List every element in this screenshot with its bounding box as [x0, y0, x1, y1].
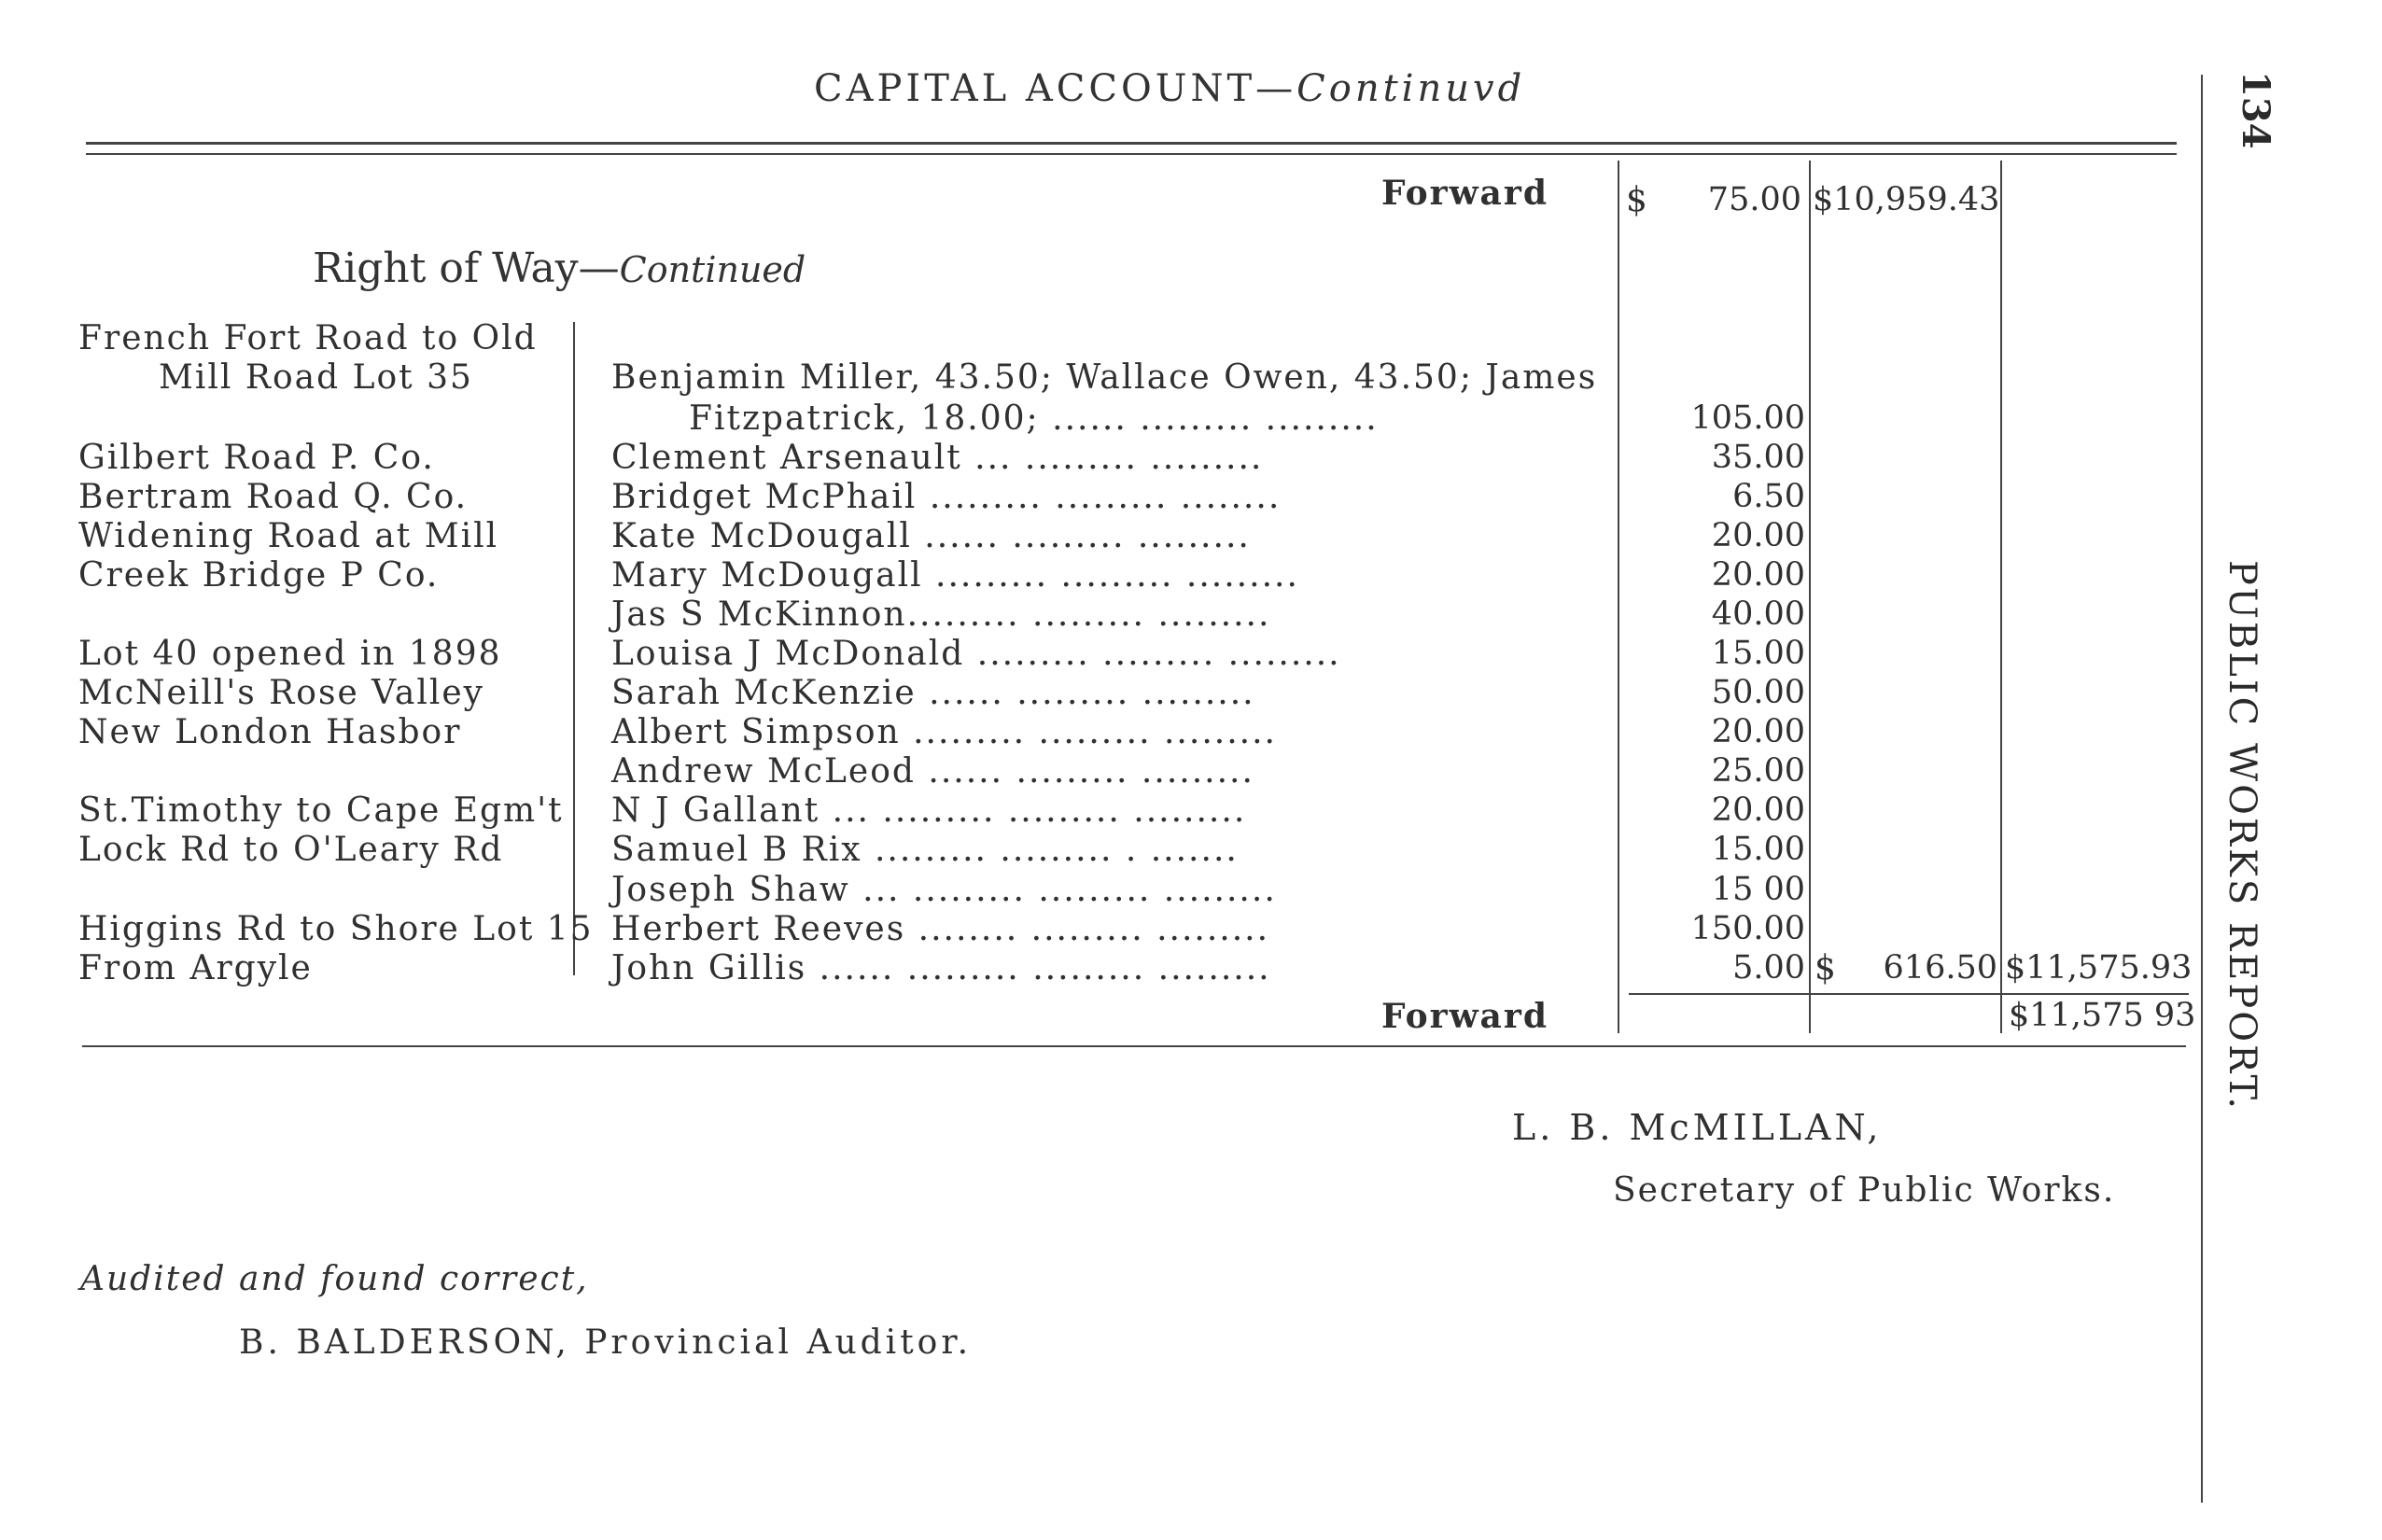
forward-total-bottom: $11,575 93 — [2009, 997, 2196, 1034]
forward-label-top: Forward — [1381, 174, 1549, 213]
auditor-name: B. BALDERSON, Provincial Auditor. — [239, 1323, 973, 1362]
row-payee: Benjamin Miller, 43.50; Wallace Owen, 43.50; James — [611, 358, 1598, 397]
secretary-title: Secretary of Public Works. — [1613, 1171, 2116, 1210]
row-location: Mill Road Lot 35 — [159, 358, 473, 397]
row-payee: Jas S McKinnon......... ......... ......... — [611, 595, 1271, 634]
forward-amount-col2: $10,959.43 — [1813, 181, 2000, 218]
row-location: Gilbert Road P. Co. — [78, 439, 435, 477]
amount-col-line-3 — [2000, 161, 2002, 1033]
row-amount: 20.00 — [1711, 791, 1805, 829]
row-payee: Samuel B Rix ......... ......... . ....... — [611, 831, 1239, 869]
row-amount: 40.00 — [1711, 595, 1805, 633]
row-payee: Bridget McPhail ......... ......... ........ — [611, 478, 1282, 516]
row-amount: 20.00 — [1711, 517, 1805, 554]
page-number: 134 — [2234, 71, 2277, 149]
row-payee: Kate McDougall ...... ......... ......... — [611, 517, 1251, 555]
right-margin-rule — [2201, 75, 2203, 1503]
row-amount: 25.00 — [1711, 752, 1805, 790]
header-rule-top — [86, 142, 2177, 145]
row-location: St.Timothy to Cape Egm't — [78, 791, 564, 830]
amount-col-line-1 — [1618, 161, 1619, 1033]
row-location: Higgins Rd to Shore Lot 15 — [78, 910, 594, 948]
header-rule-bottom — [86, 153, 2177, 155]
forward-dollar-top: $ — [1626, 181, 1649, 219]
row-amount: 5.00 — [1732, 949, 1805, 987]
location-col-line — [573, 322, 575, 975]
row-payee: Fitzpatrick, 18.00; ...... ......... ......... — [689, 399, 1379, 438]
subtotal-dollar: $ — [1815, 949, 1838, 987]
section-title-main: Right of Way— — [313, 245, 620, 292]
row-amount: 50.00 — [1711, 674, 1805, 711]
audit-statement: Audited and found correct, — [80, 1260, 589, 1298]
row-amount: 15.00 — [1711, 635, 1805, 672]
row-location: New London Hasbor — [78, 713, 462, 751]
subtotal-rule — [1629, 993, 2189, 995]
row-amount: 6.50 — [1732, 478, 1805, 515]
row-amount: 35.00 — [1711, 439, 1805, 476]
row-amount: 20.00 — [1711, 556, 1805, 594]
side-running-title: PUBLIC WORKS REPORT. — [2221, 560, 2263, 1112]
table-bottom-rule — [82, 1045, 2186, 1047]
title-main: CAPITAL ACCOUNT— — [814, 67, 1297, 110]
section-title — [313, 245, 806, 292]
row-amount: 20.00 — [1711, 713, 1805, 750]
row-payee: John Gillis ...... ......... ......... ......... — [611, 949, 1271, 987]
row-amount: 15 00 — [1711, 871, 1805, 908]
forward-label-bottom: Forward — [1381, 997, 1549, 1036]
row-amount: 150.00 — [1690, 910, 1805, 947]
row-location: From Argyle — [78, 949, 313, 987]
row-location: French Fort Road to Old — [78, 319, 538, 357]
row-location: Widening Road at Mill — [78, 517, 499, 555]
row-payee: Albert Simpson ......... ......... ......... — [611, 713, 1277, 751]
row-payee: Clement Arsenault ... ......... ......... — [611, 439, 1264, 477]
row-location: McNeill's Rose Valley — [78, 674, 485, 712]
row-payee: Louisa J McDonald ......... ......... ......... — [611, 635, 1341, 673]
section-title-continued: Continued — [619, 249, 806, 290]
row-amount: 15.00 — [1711, 831, 1805, 868]
amount-col-line-2 — [1809, 161, 1811, 1033]
row-payee: Sarah McKenzie ...... ......... ......... — [611, 674, 1255, 712]
row-location: Lot 40 opened in 1898 — [78, 635, 502, 673]
subtotal-total: $11,575.93 — [2005, 949, 2193, 987]
page-title — [814, 67, 1525, 110]
row-amount: 105.00 — [1690, 399, 1805, 437]
subtotal-amount: 616.50 — [1883, 949, 1997, 987]
forward-amount-col1: 75.00 — [1707, 181, 1801, 218]
row-payee: Joseph Shaw ... ......... ......... ......... — [611, 871, 1277, 909]
title-continued: Continuvd — [1296, 67, 1526, 110]
row-payee: Mary McDougall ......... ......... ......... — [611, 556, 1299, 595]
row-payee: N J Gallant ... ......... ......... ......... — [611, 791, 1247, 830]
row-location: Bertram Road Q. Co. — [78, 478, 469, 516]
row-location: Lock Rd to O'Leary Rd — [78, 831, 504, 869]
row-payee: Herbert Reeves ........ ......... ......... — [611, 910, 1270, 948]
row-location: Creek Bridge P Co. — [78, 556, 440, 595]
secretary-name: L. B. McMILLAN, — [1512, 1107, 1883, 1148]
row-payee: Andrew McLeod ...... ......... ......... — [611, 752, 1254, 791]
